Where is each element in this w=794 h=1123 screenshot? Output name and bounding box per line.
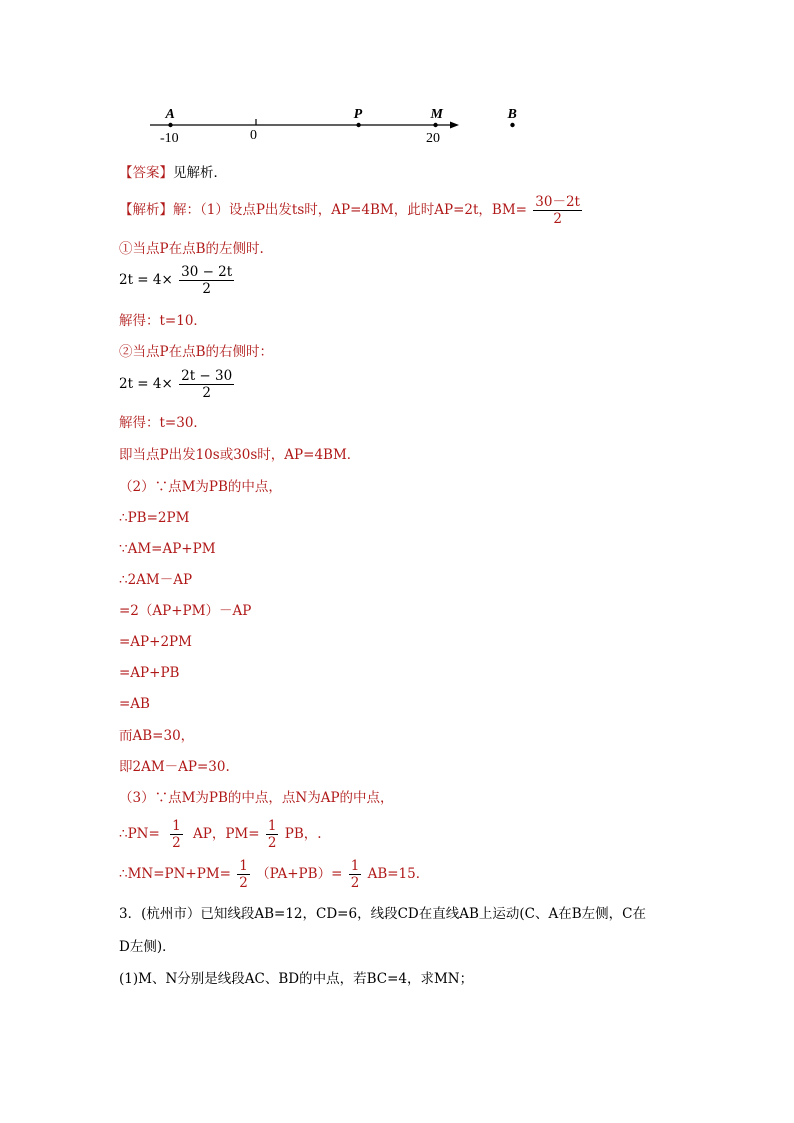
bm-fraction-num: 30－2t [535,194,580,210]
question3-line-3: (1)M、N分别是线段AC、BD的中点，若BC=4，求MN； [119,971,474,987]
half-fraction-4 [349,858,362,891]
point-m-label: M [430,107,444,122]
point-m-dot [433,123,437,127]
question3-line-1: 3．(杭州市）已知线段AB=12，CD=6，线段CD在直线AB上运动(C、A在B左侧，C在 [119,906,646,922]
number-line-figure [0,0,794,160]
answer-line [119,164,227,182]
part3-line-2 [119,818,322,851]
answer-tag: 【答案】 [119,165,173,181]
tick-label-0: 0 [250,128,257,143]
part2-line-2: ∵AM=AP+PM [119,541,216,557]
part3-ab-label: AB=15． [367,866,430,882]
part3-pm-label: AP，PM= [192,826,260,842]
case2-equation [119,368,236,401]
case1-fraction-num: 30 − 2t [181,264,233,280]
part3-pb-label: PB，. [284,826,322,842]
half-num-3: 1 [239,858,248,874]
case2-result: 解得：t=30． [119,415,207,431]
bm-fraction [533,194,582,227]
point-b-dot [510,123,514,127]
case2-eq-lhs: 2t = 4× [119,376,173,392]
part2-line-8: 而AB=30， [119,728,195,744]
part2-line-7: =AB [119,696,150,712]
question3-line-2: D左侧)． [119,939,176,955]
half-fraction-1 [170,818,183,851]
case1-fraction-den: 2 [202,281,211,297]
bm-fraction-den: 2 [553,211,562,227]
half-den-2: 2 [267,835,277,851]
half-num-4: 1 [350,858,360,874]
case1-fraction [179,264,234,297]
part2-line-4: =2（AP+PM）－AP [119,603,252,619]
part3-mn-label: ∴MN=PN+PM= [119,866,231,882]
half-fraction-3 [237,858,250,891]
answer-text: 见解析． [173,165,227,181]
half-den-3: 2 [239,875,248,891]
part2-line-1: ∴PB=2PM [119,510,190,526]
half-num-2: 1 [267,818,277,834]
case2-fraction [179,368,234,401]
part2-line-9: 即2AM－AP=30. [119,759,230,775]
case1-equation [119,264,236,297]
point-a-label: A [165,107,175,122]
point-p-dot [356,123,360,127]
half-num-1: 1 [172,818,181,834]
part2-line-6: =AP+PB [119,665,180,681]
part3-papb-label: （PA+PB）= [256,866,343,882]
analysis-line [119,194,584,227]
case1-eq-lhs: 2t = 4× [119,272,173,288]
case2-title: ②当点P在点B的右侧时： [119,344,274,360]
case1-result: 解得：t=10． [119,313,207,329]
case1-title: ①当点P在点B的左侧时. [119,241,264,257]
conclusion-part1: 即当点P出发10s或30s时，AP=4BM． [119,447,361,463]
part2-line-5: =AP+2PM [119,634,192,650]
part2-line-0: （2）∵点M为PB的中点， [119,479,282,495]
analysis-tag: 【解析】 [119,202,173,218]
point-p-label: P [353,107,363,122]
half-den-4: 2 [350,875,360,891]
part3-line-1: （3）∵点M为PB的中点，点N为AP的中点， [119,790,394,806]
half-den-1: 2 [172,835,181,851]
case2-fraction-den: 2 [202,385,211,401]
case2-fraction-num: 2t − 30 [181,368,233,384]
tick-label-20: 20 [426,131,440,146]
analysis-intro: 解：（1）设点P出发ts时，AP=4BM，此时AP=2t，BM= [173,202,527,218]
point-a-dot [168,123,172,127]
part3-pn-label: ∴PN= [119,826,160,842]
part2-line-3: ∴2AM－AP [119,572,193,588]
tick-label-neg10: -10 [160,131,179,146]
half-fraction-2 [266,818,279,851]
part3-line-3 [119,858,429,891]
number-line-arrow [450,122,459,129]
point-b-label: B [507,107,517,122]
